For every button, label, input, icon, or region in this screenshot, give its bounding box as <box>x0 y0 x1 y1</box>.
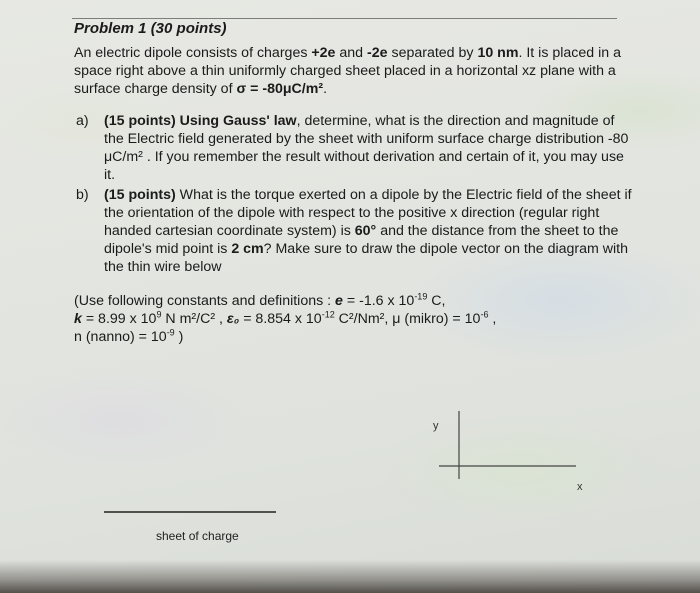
part-a-marker: a) <box>76 113 89 129</box>
e-unit: C, <box>427 293 446 309</box>
part-a-text: , determine, what is the direction and magnitude of the Electric field generated by the sheet with uniform surface charge distribution -80 μC/m² . If you remember the result without derivation and certain of it, you may use it. <box>104 113 629 183</box>
e-symbol: e <box>335 293 343 309</box>
nano-exponent: -9 <box>166 327 175 338</box>
epsilon-exponent: -12 <box>321 309 335 320</box>
part-b-text-3: ? Make sure to draw the dipole vector on the diagram with the thin wire below <box>104 241 628 275</box>
intro-text-1: An electric dipole consists of charges <box>74 45 312 61</box>
dipole-angle: 60° <box>354 223 377 239</box>
intro-text-2: and <box>335 45 368 61</box>
part-b-text-2: and the distance from the sheet to the dipole's mid point is <box>104 223 619 257</box>
intro-text-4: . It is placed in a space right above a thin uniformly charged sheet placed in a horizontal xz plane with a surface charge density of <box>74 45 621 97</box>
intro-text-5: . <box>323 81 328 97</box>
y-axis-label: y <box>433 420 439 432</box>
surface-charge-density: σ = -80μC/m² <box>236 81 324 97</box>
part-b-heading: (15 points) <box>104 187 176 203</box>
intro-text-3: separated by <box>387 45 478 61</box>
photo-bottom-edge <box>0 560 700 593</box>
epsilon-symbol: ε₀ <box>226 311 240 327</box>
epsilon-value: = 8.854 x 10 <box>239 311 322 327</box>
constants-close: ) <box>174 329 184 345</box>
e-exponent: -19 <box>414 291 428 302</box>
k-symbol: k <box>74 311 82 327</box>
epsilon-unit-and-micro: C²/Nm², μ (mikro) = 10 <box>334 311 481 327</box>
k-unit: N m²/C² , <box>161 311 227 327</box>
constants-line-2-end: , <box>488 311 497 327</box>
part-b-text-1: What is the torque exerted on a dipole by the Electric field of the sheet if the orientation of the dipole with respect to the positive x direction (regular right handed cartesian coordinate system) is <box>104 187 632 239</box>
constants-intro: (Use following constants and definitions : <box>74 293 336 309</box>
k-value: = 8.99 x 10 <box>81 311 157 327</box>
k-exponent: 9 <box>156 309 162 320</box>
micro-exponent: -6 <box>480 309 489 320</box>
negative-charge: -2e <box>367 45 388 61</box>
nano-definition: n (nanno) = 10 <box>74 329 167 345</box>
sheet-of-charge-label: sheet of charge <box>156 529 239 543</box>
dipole-distance: 2 cm <box>231 241 264 257</box>
part-b-marker: b) <box>76 187 89 203</box>
part-a-heading: (15 points) Using Gauss' law <box>104 113 297 129</box>
positive-charge: +2e <box>311 45 336 61</box>
e-value: = -1.6 x 10 <box>342 293 415 309</box>
separation-value: 10 nm <box>477 45 519 61</box>
problem-title: Problem 1 (30 points) <box>74 20 227 37</box>
x-axis-label: x <box>577 481 583 493</box>
